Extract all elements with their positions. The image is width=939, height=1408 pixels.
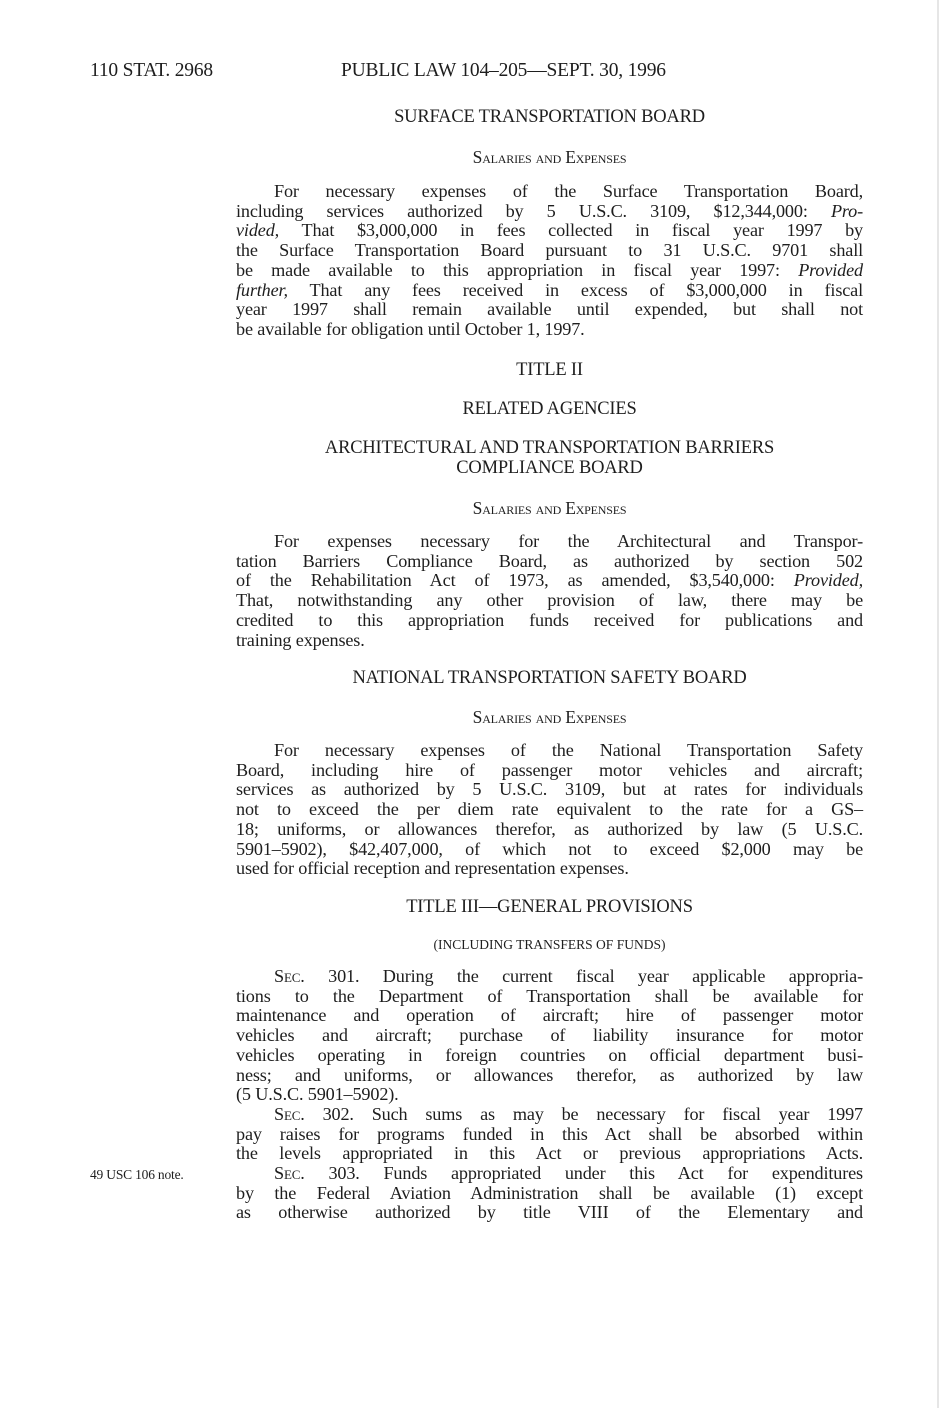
text-line: of the Rehabilitation Act of 1973, as amended, $3,540,000: Provided, [236,570,863,591]
text-line: Sec. 302. Such sums as may be necessary for fiscal year 1997 [274,1104,863,1124]
margin-note-usc-citation: 49 USC 106 note. [90,1167,184,1182]
public-law-citation: PUBLIC LAW 104–205—SEPT. 30, 1996 [341,60,666,81]
subheading-salaries-expenses: Salaries and Expenses [472,498,627,518]
text-line: year 1997 shall remain available until expended, but shall not [236,299,863,320]
text-line: further, That any fees received in excess of $3,000,000 in fiscal [236,279,863,300]
text-line: ness; and uniforms, or allowances therefor, as authorized by law [236,1064,863,1085]
text-line: For necessary expenses of the National Transportation Safety [274,740,863,760]
text-line: be available for obligation until October 1, 1997. [236,318,585,339]
text-line: For necessary expenses of the Surface Transportation Board, [274,181,863,201]
text-line: not to exceed the per diem rate equivalent to the rate for a GS– [236,799,863,820]
section-302 [236,1105,863,1164]
text-line: Sec. 303. Funds appropriated under this Act for expenditures [274,1163,863,1183]
text-line: 18; uniforms, or allowances therefor, as authorized by law (5 U.S.C. [236,818,863,839]
text-line: be made available to this appropriation in fiscal year 1997: Provided [236,259,863,280]
subheading-salaries-expenses: Salaries and Expenses [472,147,627,167]
text-line: Sec. 301. During the current fiscal year applicable appropria- [274,966,863,986]
text-line: tions to the Department of Transportation shall be available for [236,985,863,1006]
text-line: the levels appropriated in this Act or previous appropriations Acts. [236,1143,863,1164]
paragraph-atbcb [236,532,863,650]
section-label: Sec. 301. [274,966,360,986]
heading-atbcb-line2: COMPLIANCE BOARD [456,458,643,478]
text-line: training expenses. [236,629,365,650]
text-line: maintenance and operation of aircraft; hire of passenger motor [236,1005,863,1026]
paragraph-stb [236,182,863,340]
text-line: That, notwithstanding any other provision of law, there may be [236,590,863,611]
text-line: credited to this appropriation funds received for publications and [236,609,863,630]
heading-ntsb: NATIONAL TRANSPORTATION SAFETY BOARD [352,668,747,688]
heading-atbcb-line1: ARCHITECTURAL AND TRANSPORTATION BARRIERS [324,438,775,458]
text-line: as otherwise authorized by title VIII of the Elementary and [236,1202,863,1223]
section-303 [236,1164,863,1223]
heading-title-ii: TITLE II [516,360,583,380]
text-line: vehicles and aircraft; purchase of liability insurance for motor [236,1025,863,1046]
running-head [90,60,870,84]
text-line: pay raises for programs funded in this Act shall be absorbed within [236,1123,863,1144]
heading-title-iii: TITLE III—GENERAL PROVISIONS [406,897,693,917]
text-line: services as authorized by 5 U.S.C. 3109, but at rates for individuals [236,779,863,800]
text-line: by the Federal Aviation Administration shall be available (1) except [236,1182,863,1203]
text-line: tation Barriers Compliance Board, as authorized by section 502 [236,550,863,571]
text-line: 5901–5902), $42,407,000, of which not to exceed $2,000 may be [236,838,863,859]
text-line: (5 U.S.C. 5901–5902). [236,1084,399,1105]
section-label: Sec. 302. [274,1104,354,1124]
text-line: For expenses necessary for the Architectural and Transpor- [274,531,863,551]
subheading-transfers-of-funds: (INCLUDING TRANSFERS OF FUNDS) [433,937,666,952]
heading-surface-transportation-board: SURFACE TRANSPORTATION BOARD [394,107,705,127]
paragraph-ntsb [236,741,863,879]
heading-related-agencies: RELATED AGENCIES [462,399,637,419]
section-label: Sec. 303. [274,1163,360,1183]
text-line: vehicles operating in foreign countries on official department busi- [236,1044,863,1065]
text-line: Board, including hire of passenger motor vehicles and aircraft; [236,759,863,780]
text-line: used for official reception and representation expenses. [236,858,629,879]
text-line: vided, That $3,000,000 in fees collected in fiscal year 1997 by [236,220,863,241]
subheading-salaries-expenses: Salaries and Expenses [472,707,627,727]
text-line: including services authorized by 5 U.S.C. 3109, $12,344,000: Pro- [236,200,863,221]
statutes-page-number: 110 STAT. 2968 [90,60,213,81]
section-301 [236,967,863,1105]
text-line: the Surface Transportation Board pursuant to 31 U.S.C. 9701 shall [236,240,863,261]
